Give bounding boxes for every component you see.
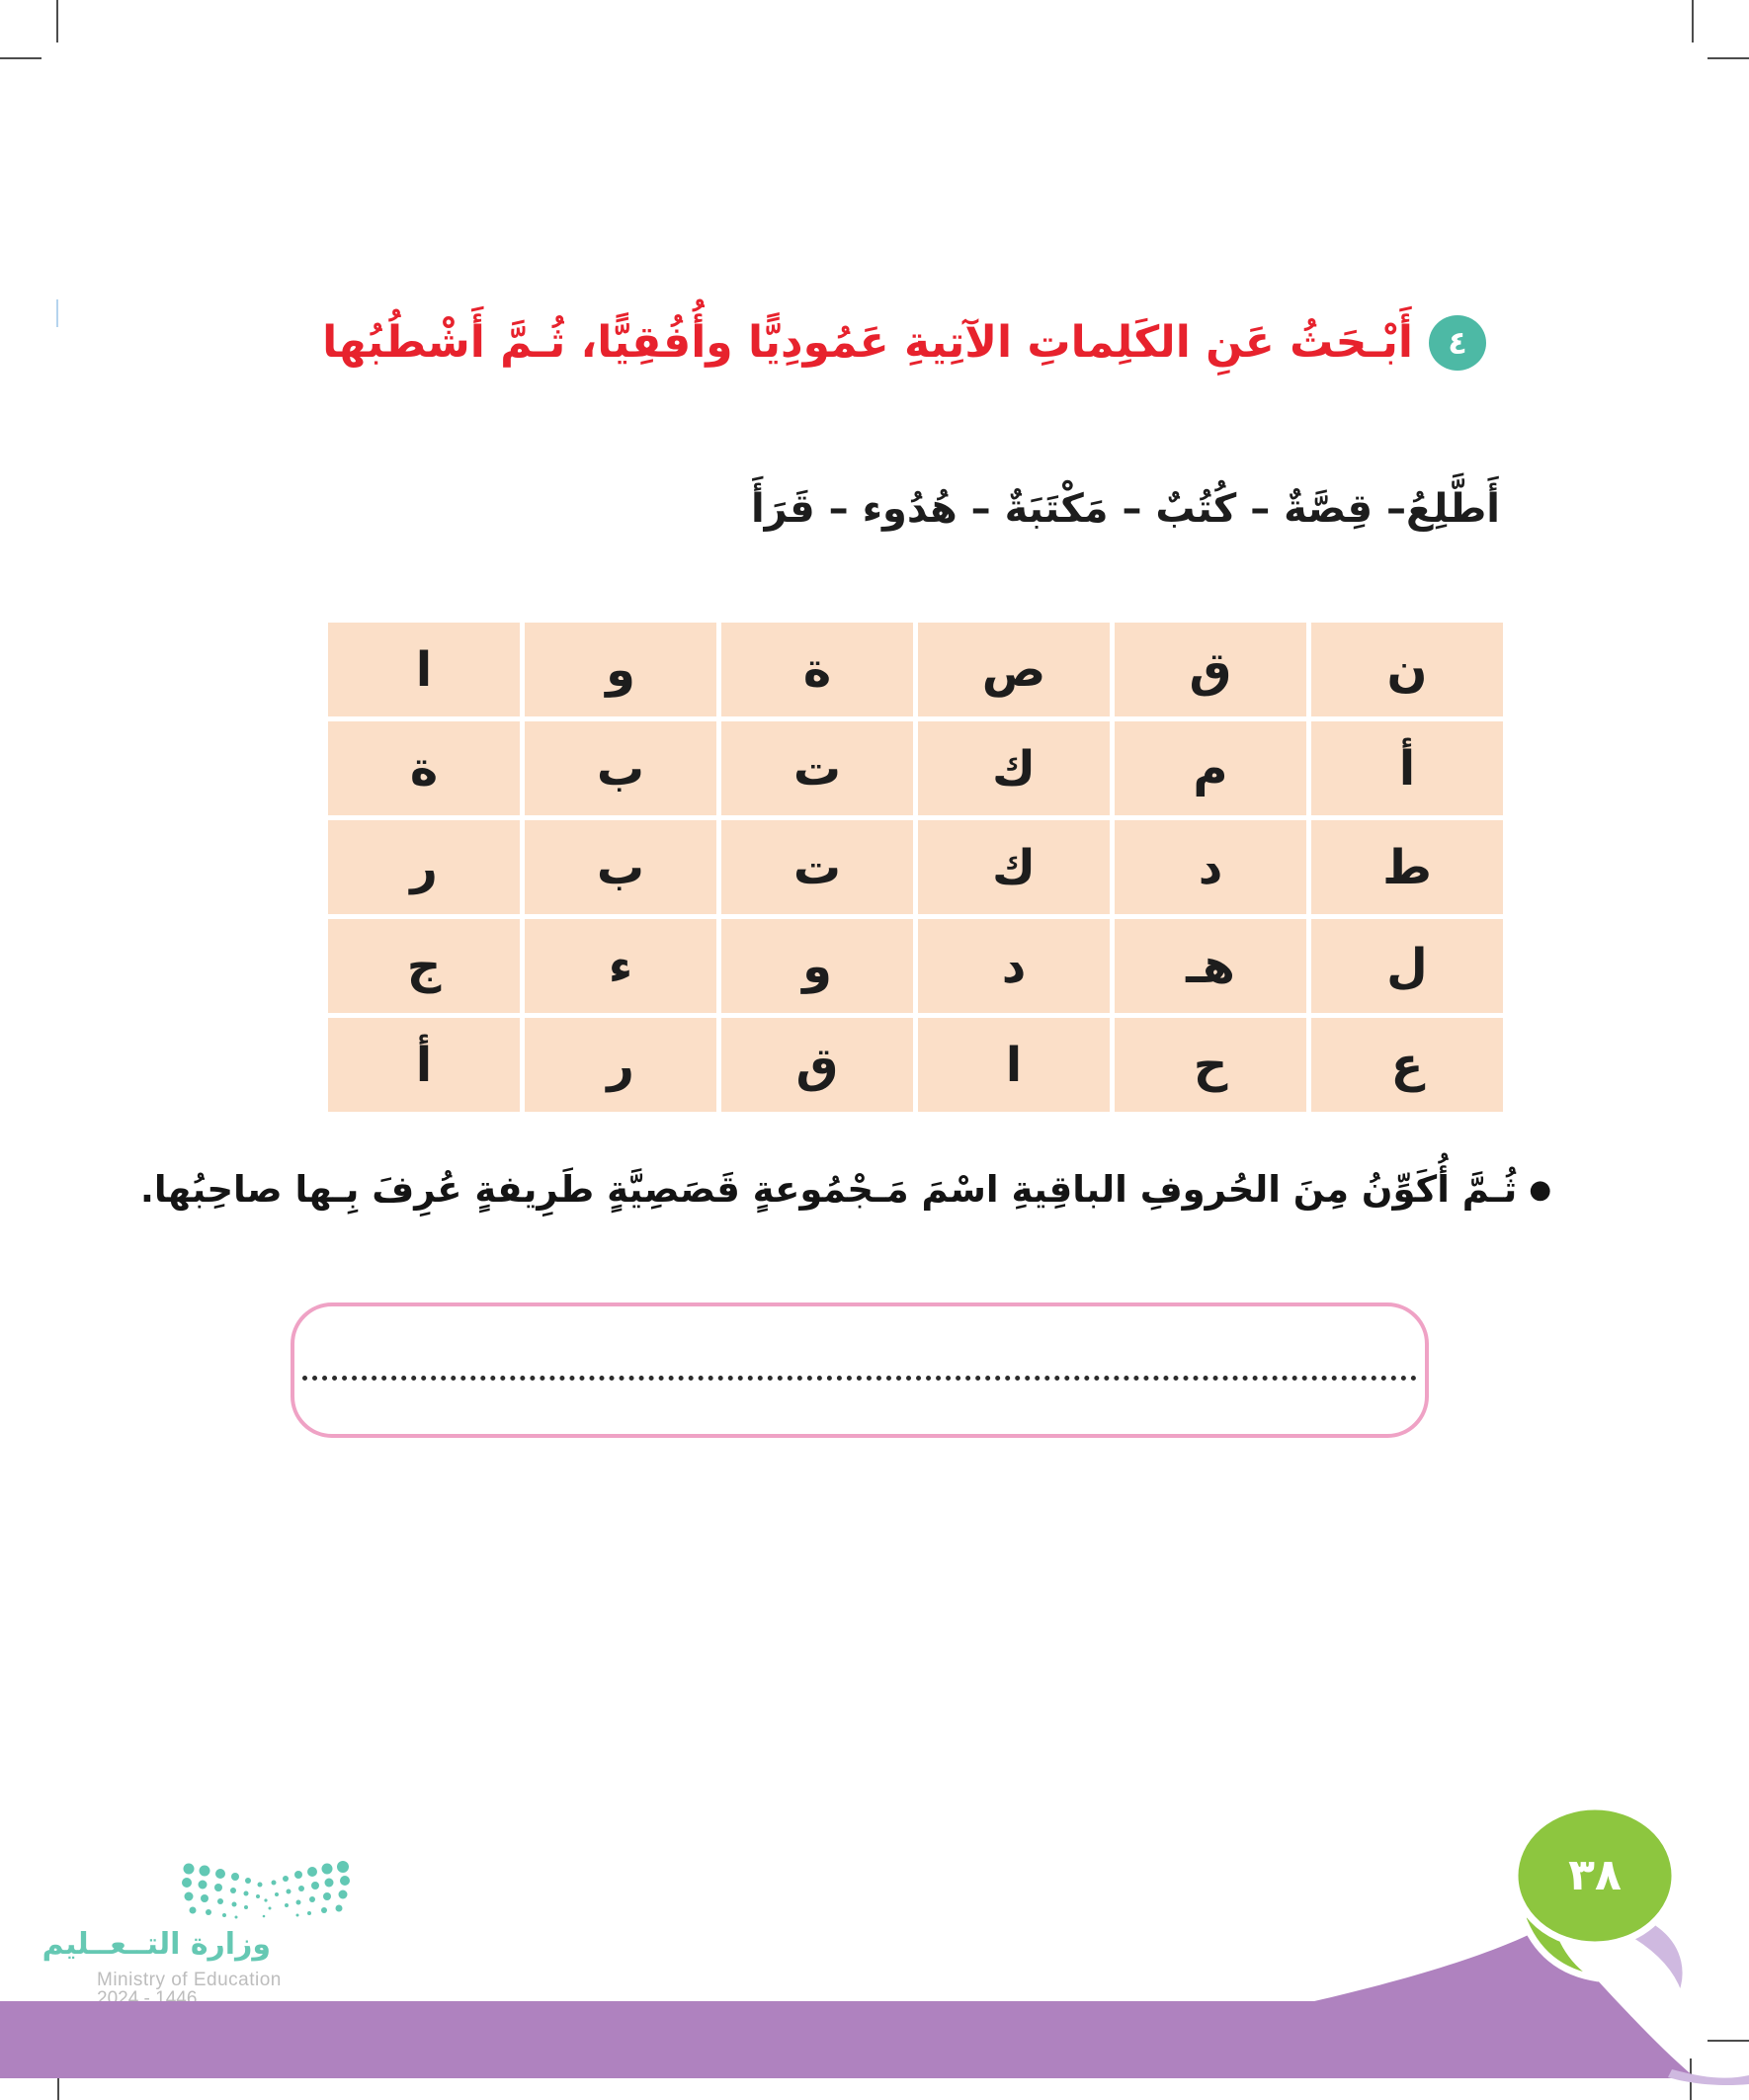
- footer-purple-band: [0, 1926, 1696, 2078]
- ministry-logo-edition: 2024 - 1446: [97, 1988, 198, 2009]
- grid-cell-r2-c4[interactable]: ت: [721, 721, 913, 815]
- grid-cell-r2-c5[interactable]: ب: [525, 721, 716, 815]
- grid-cell-r1-c1[interactable]: ن: [1311, 623, 1503, 716]
- grid-cell-r3-c5[interactable]: ب: [525, 820, 716, 914]
- ministry-logo-english: Ministry of Education: [97, 1970, 282, 1990]
- grid-cell-r4-c5[interactable]: ء: [525, 919, 716, 1013]
- grid-cell-r3-c6[interactable]: ر: [328, 820, 520, 914]
- grid-cell-r2-c6[interactable]: ة: [328, 721, 520, 815]
- crop-mark-top-left-horizontal: [0, 57, 42, 59]
- grid-cell-r2-c2[interactable]: م: [1115, 721, 1306, 815]
- grid-cell-r4-c1[interactable]: ل: [1311, 919, 1503, 1013]
- grid-cell-r5-c3[interactable]: ا: [918, 1018, 1110, 1112]
- instruction-text: ثُـمَّ أُكَوِّنُ مِنَ الحُروفِ الباقِيةِ اسْمَ مَـجْمُوعةٍ قَصَصِيَّةٍ طَرِيفةٍ عُرِفَ بِـها صاحِبُها.: [139, 1168, 1518, 1211]
- grid-cell-r1-c2[interactable]: ق: [1115, 623, 1306, 716]
- crop-mark-top-right-vertical: [1692, 0, 1694, 42]
- exercise-number: ٤: [1448, 324, 1467, 363]
- word-list: أَطَّلِعُ– قِصَّةٌ – كُتُبٌ – مَكْتَبَةٌ – هُدُوء – قَرَأَ: [750, 486, 1500, 532]
- grid-cell-r2-c1[interactable]: أ: [1311, 721, 1503, 815]
- grid-cell-r5-c5[interactable]: ر: [525, 1018, 716, 1112]
- grid-cell-r3-c1[interactable]: ط: [1311, 820, 1503, 914]
- ministry-logo-arabic: وزارة التــعــليم: [42, 1927, 271, 1962]
- grid-cell-r4-c2[interactable]: هـ: [1115, 919, 1306, 1013]
- exercise-title: أَبْـحَثُ عَنِ الكَلِماتِ الآتِيةِ عَمُودِيًّا وأُفُقِيًّا، ثُـمَّ أَشْطُبُها: [322, 317, 1413, 368]
- footer-wave: [0, 1808, 1749, 2100]
- footer-lavender-tail: [1668, 2069, 1749, 2085]
- grid-cell-r1-c3[interactable]: ص: [918, 623, 1110, 716]
- answer-box: [291, 1302, 1429, 1438]
- registration-tick-left: [56, 299, 58, 327]
- answer-line[interactable]: [302, 1376, 1417, 1381]
- letter-grid: [328, 623, 1503, 1112]
- grid-cell-r5-c6[interactable]: أ: [328, 1018, 520, 1112]
- instruction-line: [139, 1168, 1551, 1211]
- grid-cell-r4-c6[interactable]: ج: [328, 919, 520, 1013]
- crop-mark-top-right-horizontal: [1707, 57, 1749, 59]
- grid-cell-r3-c4[interactable]: ت: [721, 820, 913, 914]
- page-number: ٣٨: [1568, 1850, 1622, 1900]
- grid-cell-r3-c2[interactable]: د: [1115, 820, 1306, 914]
- grid-cell-r5-c2[interactable]: ح: [1115, 1018, 1306, 1112]
- grid-cell-r1-c6[interactable]: ا: [328, 623, 520, 716]
- grid-cell-r4-c3[interactable]: د: [918, 919, 1110, 1013]
- crop-mark-top-left-vertical: [56, 0, 58, 42]
- exercise-number-badge: [1429, 315, 1486, 371]
- grid-cell-r5-c4[interactable]: ق: [721, 1018, 913, 1112]
- exercise-heading: [322, 308, 1486, 378]
- grid-cell-r1-c5[interactable]: و: [525, 623, 716, 716]
- bullet-icon: ●: [1529, 1174, 1551, 1205]
- grid-cell-r1-c4[interactable]: ة: [721, 623, 913, 716]
- grid-cell-r3-c3[interactable]: ك: [918, 820, 1110, 914]
- grid-cell-r4-c4[interactable]: و: [721, 919, 913, 1013]
- grid-cell-r2-c3[interactable]: ك: [918, 721, 1110, 815]
- grid-cell-r5-c1[interactable]: ع: [1311, 1018, 1503, 1112]
